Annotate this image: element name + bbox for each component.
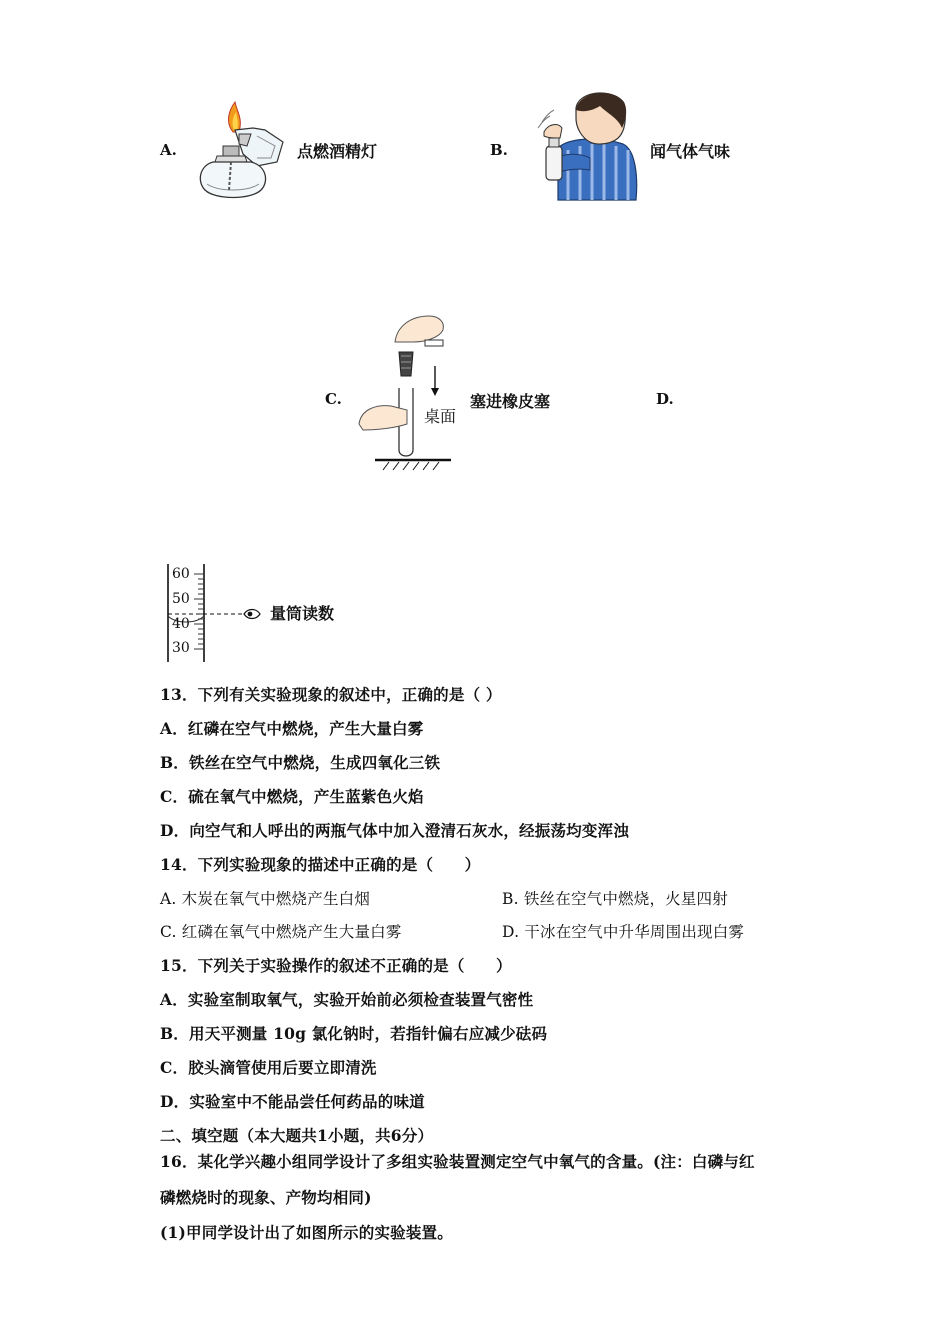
option-d-letter: D. bbox=[656, 390, 674, 408]
q13-stem: 13．下列有关实验现象的叙述中，正确的是（ ） bbox=[160, 685, 502, 704]
q16-subquestion-1: (1)甲同学设计出了如图所示的实验装置。 bbox=[160, 1223, 453, 1242]
section-2-heading: 二、填空题（本大题共1小题，共6分） bbox=[160, 1126, 434, 1145]
q13-option-d: D．向空气和人呼出的两瓶气体中加入澄清石灰水，经振荡均变浑浊 bbox=[160, 821, 629, 840]
q16-text-line-2: 磷燃烧时的现象、产物均相同) bbox=[160, 1188, 372, 1207]
option-b-caption: 闻气体气味 bbox=[650, 142, 731, 161]
q15-stem: 15．下列关于实验操作的叙述不正确的是（ ） bbox=[160, 956, 512, 975]
q16-text-line-1: 16．某化学兴趣小组同学设计了多组实验装置测定空气中氧气的含量。(注：白磷与红 bbox=[160, 1152, 755, 1171]
desk-label: 桌面 bbox=[424, 407, 457, 426]
q15-option-b: B．用天平测量 10g 氯化钠时，若指针偏右应减少砝码 bbox=[160, 1024, 548, 1043]
option-a-letter: A. bbox=[160, 141, 177, 159]
option-a-caption: 点燃酒精灯 bbox=[297, 142, 378, 161]
option-b-letter: B. bbox=[490, 141, 508, 159]
stopper-insertion-illustration bbox=[355, 312, 455, 472]
q14-option-b: B. 铁丝在空气中燃烧，火星四射 bbox=[502, 890, 728, 908]
q14-option-c: C. 红磷在氧气中燃烧产生大量白雾 bbox=[160, 923, 402, 941]
cylinder-tick-50: 50 bbox=[172, 591, 190, 607]
q15-option-c: C．胶头滴管使用后要立即清洗 bbox=[160, 1058, 377, 1077]
smelling-gas-illustration bbox=[528, 88, 643, 203]
cylinder-tick-30: 30 bbox=[172, 640, 190, 656]
option-c-letter: C. bbox=[325, 390, 342, 408]
cylinder-tick-40: 40 bbox=[172, 616, 190, 632]
q15-option-a: A．实验室制取氧气，实验开始前必须检查装置气密性 bbox=[160, 990, 534, 1009]
q14-stem: 14．下列实验现象的描述中正确的是（ ） bbox=[160, 855, 481, 874]
q14-option-a: A. 木炭在氧气中燃烧产生白烟 bbox=[160, 890, 371, 908]
q13-option-b: B．铁丝在空气中燃烧，生成四氧化三铁 bbox=[160, 753, 441, 772]
q14-option-d: D. 干冰在空气中升华周围出现白雾 bbox=[502, 923, 745, 941]
q13-option-a: A．红磷在空气中燃烧，产生大量白雾 bbox=[160, 719, 424, 738]
option-c-caption: 塞进橡皮塞 bbox=[470, 392, 551, 411]
q13-option-c: C．硫在氧气中燃烧，产生蓝紫色火焰 bbox=[160, 787, 424, 806]
alcohol-lamp-illustration bbox=[195, 100, 295, 205]
q15-option-d: D．实验室中不能品尝任何药品的味道 bbox=[160, 1092, 425, 1111]
cylinder-tick-60: 60 bbox=[172, 566, 190, 582]
option-d-caption: 量筒读数 bbox=[270, 604, 335, 623]
